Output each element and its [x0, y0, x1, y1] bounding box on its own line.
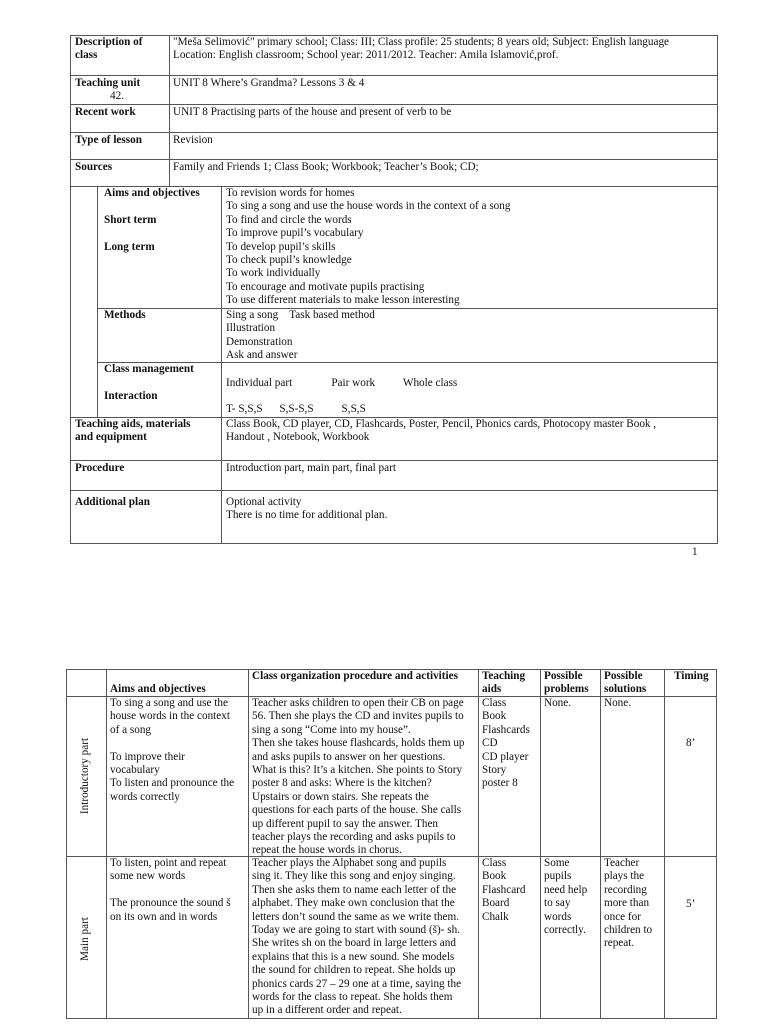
procedure-line: letters don’t sound the same as we write them.	[252, 910, 460, 923]
solutions-line: recording	[604, 883, 647, 896]
long-term-label: Long term	[104, 241, 155, 253]
teaching-unit-value: UNIT 8 Where’s Grandma? Lessons 3 & 4	[173, 77, 365, 89]
aims-line: on its own and in words	[110, 910, 218, 923]
problems-line: pupils	[544, 870, 572, 883]
problems-line: correctly.	[544, 924, 586, 937]
aims-line: vocabulary	[110, 764, 160, 777]
solutions-line: once for	[604, 910, 641, 923]
procedure-line: up in a different order and repeat.	[252, 1004, 402, 1017]
aids-line: Book	[482, 710, 507, 723]
aims-line: To improve their	[110, 750, 186, 763]
aims-label: Aims and objectives	[104, 187, 200, 199]
methods-list	[226, 309, 375, 363]
recent-work-value: UNIT 8 Practising parts of the house and present of verb to be	[173, 106, 452, 118]
procedure-line: She writes sh on the board in large letters and	[252, 937, 456, 950]
short-term-label: Short term	[104, 214, 157, 226]
teaching-aids-line1: Class Book, CD player, CD, Flashcards, Poster, Pencil, Phonics cards, Photocopy master Book ,	[226, 418, 657, 430]
row1-solutions: None.	[604, 697, 632, 709]
aims-line	[110, 737, 234, 750]
solutions-line: more than	[604, 897, 650, 910]
aims-item: To use different materials to make lesson interesting	[226, 294, 460, 307]
procedure-line: What is this? It’s a kitchen. She points to Story	[252, 764, 463, 777]
row1-procedure	[252, 697, 465, 858]
aims-item: To sing a song and use the house words in the context of a song	[226, 200, 511, 213]
header-timing: Timing	[674, 670, 709, 682]
description-line1: "Meša Selimović" primary school; Class: III; Class profile: 25 students; 8 years old; Subject: English language	[173, 36, 670, 48]
procedure-line: and asks pupils to answer on her questions.	[252, 750, 446, 763]
aids-line: Book	[482, 870, 507, 883]
methods-label: Methods	[104, 309, 146, 321]
solutions-line: plays the	[604, 870, 645, 883]
aims-line: The pronounce the sound š	[110, 897, 231, 910]
header-problems-line1: Possible	[544, 670, 583, 682]
class-management-label: Class management	[104, 363, 194, 375]
procedure-value: Introduction part, main part, final part	[226, 462, 396, 474]
methods-item: Ask and answer	[226, 349, 298, 362]
procedure-line: alphabet. They make own conclusion that the	[252, 897, 455, 910]
problems-line: need help	[544, 883, 588, 896]
problems-line: to say	[544, 897, 571, 910]
procedure-line: Upstairs or down stairs. She repeats the	[252, 790, 429, 803]
aids-line: Flashcard	[482, 883, 526, 896]
row-part-main: Main part	[79, 917, 91, 961]
aims-line: of a song	[110, 723, 152, 736]
problems-line: words	[544, 910, 572, 923]
row1-problems: None.	[544, 697, 572, 709]
additional-plan-label: Additional plan	[75, 496, 150, 508]
header-aids-line1: Teaching	[482, 670, 526, 682]
aims-item: To find and circle the words	[226, 213, 352, 226]
teaching-unit-number: 42.	[110, 90, 124, 102]
teaching-aids-line2: Handout , Notebook, Workbook	[226, 431, 370, 443]
row1-timing: 8’	[686, 737, 696, 749]
procedure-line: Then she takes house flashcards, holds them up	[252, 737, 465, 750]
procedure-line: Teacher plays the Alphabet song and pupils	[252, 857, 447, 869]
procedure-line: sing it. They like this song and enjoy singing.	[252, 870, 456, 883]
procedure-line: explains that this is a new sound. She models	[252, 950, 455, 963]
procedure-line: words for the class to repeat. She holds them	[252, 991, 453, 1004]
procedure-line: Teacher asks children to open their CB on page	[252, 697, 464, 709]
row2-aims	[110, 857, 231, 924]
page-number: 1	[692, 546, 698, 558]
description-label: Description of class	[75, 36, 143, 62]
teaching-aids-label-line1: Teaching aids, materials	[75, 418, 191, 430]
methods-item: Illustration	[226, 322, 276, 335]
procedure-label: Procedure	[75, 462, 125, 474]
aims-line	[110, 884, 231, 897]
aims-item: To improve pupil’s vocabulary	[226, 227, 364, 240]
aids-line: Chalk	[482, 910, 509, 923]
procedure-line: repeat the house words in chorus.	[252, 844, 402, 857]
aids-line: Class	[482, 697, 507, 709]
type-of-lesson-value: Revision	[173, 134, 213, 146]
procedure-line: 56. Then she plays the CD and invites pupils to	[252, 710, 464, 723]
aids-line: Board	[482, 897, 510, 910]
procedure-line: Today we are going to start with sound (š)- sh.	[252, 924, 461, 937]
aids-line: poster 8	[482, 777, 518, 790]
aids-line: Class	[482, 857, 507, 869]
procedure-line: phonics cards 27 – 29 one at a time, saying the	[252, 977, 462, 990]
row2-solutions	[604, 857, 652, 951]
description-line2: Location: English classroom; School year: 2011/2012. Teacher: Amila Islamović,prof.	[173, 49, 559, 61]
row2-timing: 5’	[686, 898, 696, 910]
row1-aids	[482, 697, 530, 791]
interaction-label: Interaction	[104, 390, 158, 402]
type-of-lesson-label: Type of lesson	[75, 134, 142, 146]
aims-item: To encourage and motivate pupils practising	[226, 280, 425, 293]
procedure-line: teacher plays the recording and asks pupils to	[252, 831, 456, 844]
methods-item: Demonstration	[226, 335, 293, 348]
aids-line: CD	[482, 737, 498, 750]
interaction-value: T- S,S,S S,S-S,S S,S,S	[226, 403, 366, 415]
row-part-introductory: Introductory part	[79, 737, 91, 815]
solutions-line: repeat.	[604, 937, 635, 950]
procedure-line: the sound for children to repeat. She holds up	[252, 964, 456, 977]
aims-item: To check pupil’s knowledge	[226, 254, 352, 267]
header-solutions-line2: solutions	[604, 683, 647, 695]
header-aids-line2: aids	[482, 683, 502, 695]
teaching-aids-label-line2: and equipment	[75, 431, 147, 443]
procedure-line: poster 8 and asks: Where is the kitchen?	[252, 777, 432, 790]
sources-label: Sources	[75, 161, 113, 173]
aims-line: house words in the context	[110, 710, 230, 723]
aids-line: CD player	[482, 750, 529, 763]
additional-plan-line1: Optional activity	[226, 496, 302, 508]
procedure-line: sing a song “Come into my house”.	[252, 723, 411, 736]
additional-plan-line2: There is no time for additional plan.	[226, 509, 388, 521]
class-management-value: Individual part Pair work Whole class	[226, 377, 458, 389]
aims-item: To work individually	[226, 267, 321, 280]
header-solutions-line1: Possible	[604, 670, 643, 682]
procedure-line: Then she asks them to name each letter of the	[252, 883, 457, 896]
row1-aims	[110, 697, 234, 804]
header-aims: Aims and objectives	[110, 683, 206, 695]
aids-line: Flashcards	[482, 723, 530, 736]
solutions-line: Teacher	[604, 857, 640, 869]
procedure-line: up different pupil to say the answer. Then	[252, 817, 439, 830]
aims-list	[226, 187, 510, 308]
sources-value: Family and Friends 1; Class Book; Workbook; Teacher’s Book; CD;	[173, 161, 479, 173]
aims-item: To develop pupil’s skills	[226, 240, 336, 253]
header-problems-line2: problems	[544, 683, 589, 695]
header-procedure: Class organization procedure and activities	[252, 670, 458, 682]
aims-line: words correctly	[110, 790, 180, 803]
solutions-line: children to	[604, 924, 653, 937]
row2-aids	[482, 857, 526, 924]
aims-line: some new words	[110, 870, 186, 883]
aids-line: Story	[482, 764, 507, 777]
aims-line: To listen and pronounce the	[110, 777, 235, 790]
methods-item: Sing a song Task based method	[226, 309, 375, 321]
teaching-unit-label: Teaching unit	[75, 77, 141, 89]
procedure-line: questions for each parts of the house. She calls	[252, 804, 462, 817]
aims-line: To listen, point and repeat	[110, 857, 227, 869]
problems-line: Some	[544, 857, 570, 869]
recent-work-label: Recent work	[75, 106, 136, 118]
row2-procedure	[252, 857, 461, 1018]
aims-item: To revision words for homes	[226, 187, 355, 199]
row2-problems	[544, 857, 587, 937]
aims-line: To sing a song and use the	[110, 697, 228, 709]
